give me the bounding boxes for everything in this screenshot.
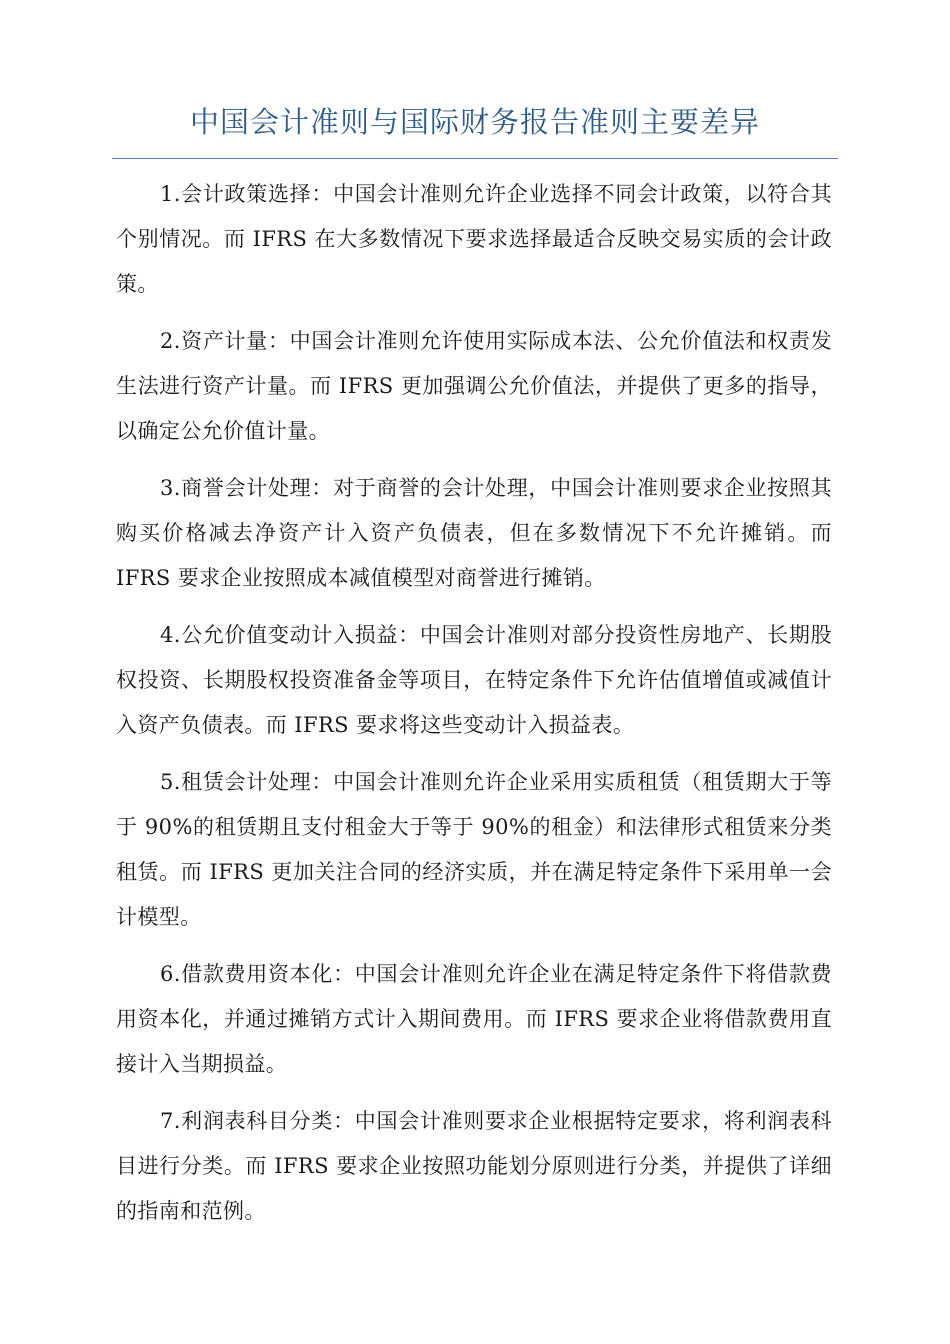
- title-divider: [112, 158, 838, 159]
- paragraph-leasing: 5.租赁会计处理：中国会计准则允许企业采用实质租赁（租赁期大于等于 90%的租赁期且支付租金大于等于 90%的租金）和法律形式租赁来分类租赁。而 IFRS 更加关注合同的经济实质，并在满足特定条件下采用单一会计模型。: [116, 770, 832, 929]
- paragraph-fair-value-changes: 4.公允价值变动计入损益：中国会计准则对部分投资性房地产、长期股权投资、长期股权投资准备金等项目，在特定条件下允许估值增值或减值计入资产负债表。而 IFRS 要求将这些变动计入损益表。: [116, 623, 832, 737]
- paragraph-asset-measurement: 2.资产计量：中国会计准则允许使用实际成本法、公允价值法和权责发生法进行资产计量。而 IFRS 更加强调公允价值法，并提供了更多的指导，以确定公允价值计量。: [116, 329, 832, 443]
- paragraph-income-statement: 7.利润表科目分类：中国会计准则要求企业根据特定要求，将利润表科目进行分类。而 IFRS 要求企业按照功能划分原则进行分类，并提供了详细的指南和范例。: [116, 1109, 832, 1223]
- document-body: [116, 172, 832, 1246]
- paragraph-goodwill: 3.商誉会计处理：对于商誉的会计处理，中国会计准则要求企业按照其购买价格减去净资产计入资产负债表，但在多数情况下不允许摊销。而 IFRS 要求企业按照成本减值模型对商誉进行摊销。: [116, 476, 832, 590]
- paragraph-borrowing-costs: 6.借款费用资本化：中国会计准则允许企业在满足特定条件下将借款费用资本化，并通过摊销方式计入期间费用。而 IFRS 要求企业将借款费用直接计入当期损益。: [116, 962, 832, 1076]
- page-title: 中国会计准则与国际财务报告准则主要差异: [189, 105, 760, 139]
- paragraph-accounting-policy: 1.会计政策选择：中国会计准则允许企业选择不同会计政策，以符合其个别情况。而 IFRS 在大多数情况下要求选择最适合反映交易实质的会计政策。: [116, 182, 832, 296]
